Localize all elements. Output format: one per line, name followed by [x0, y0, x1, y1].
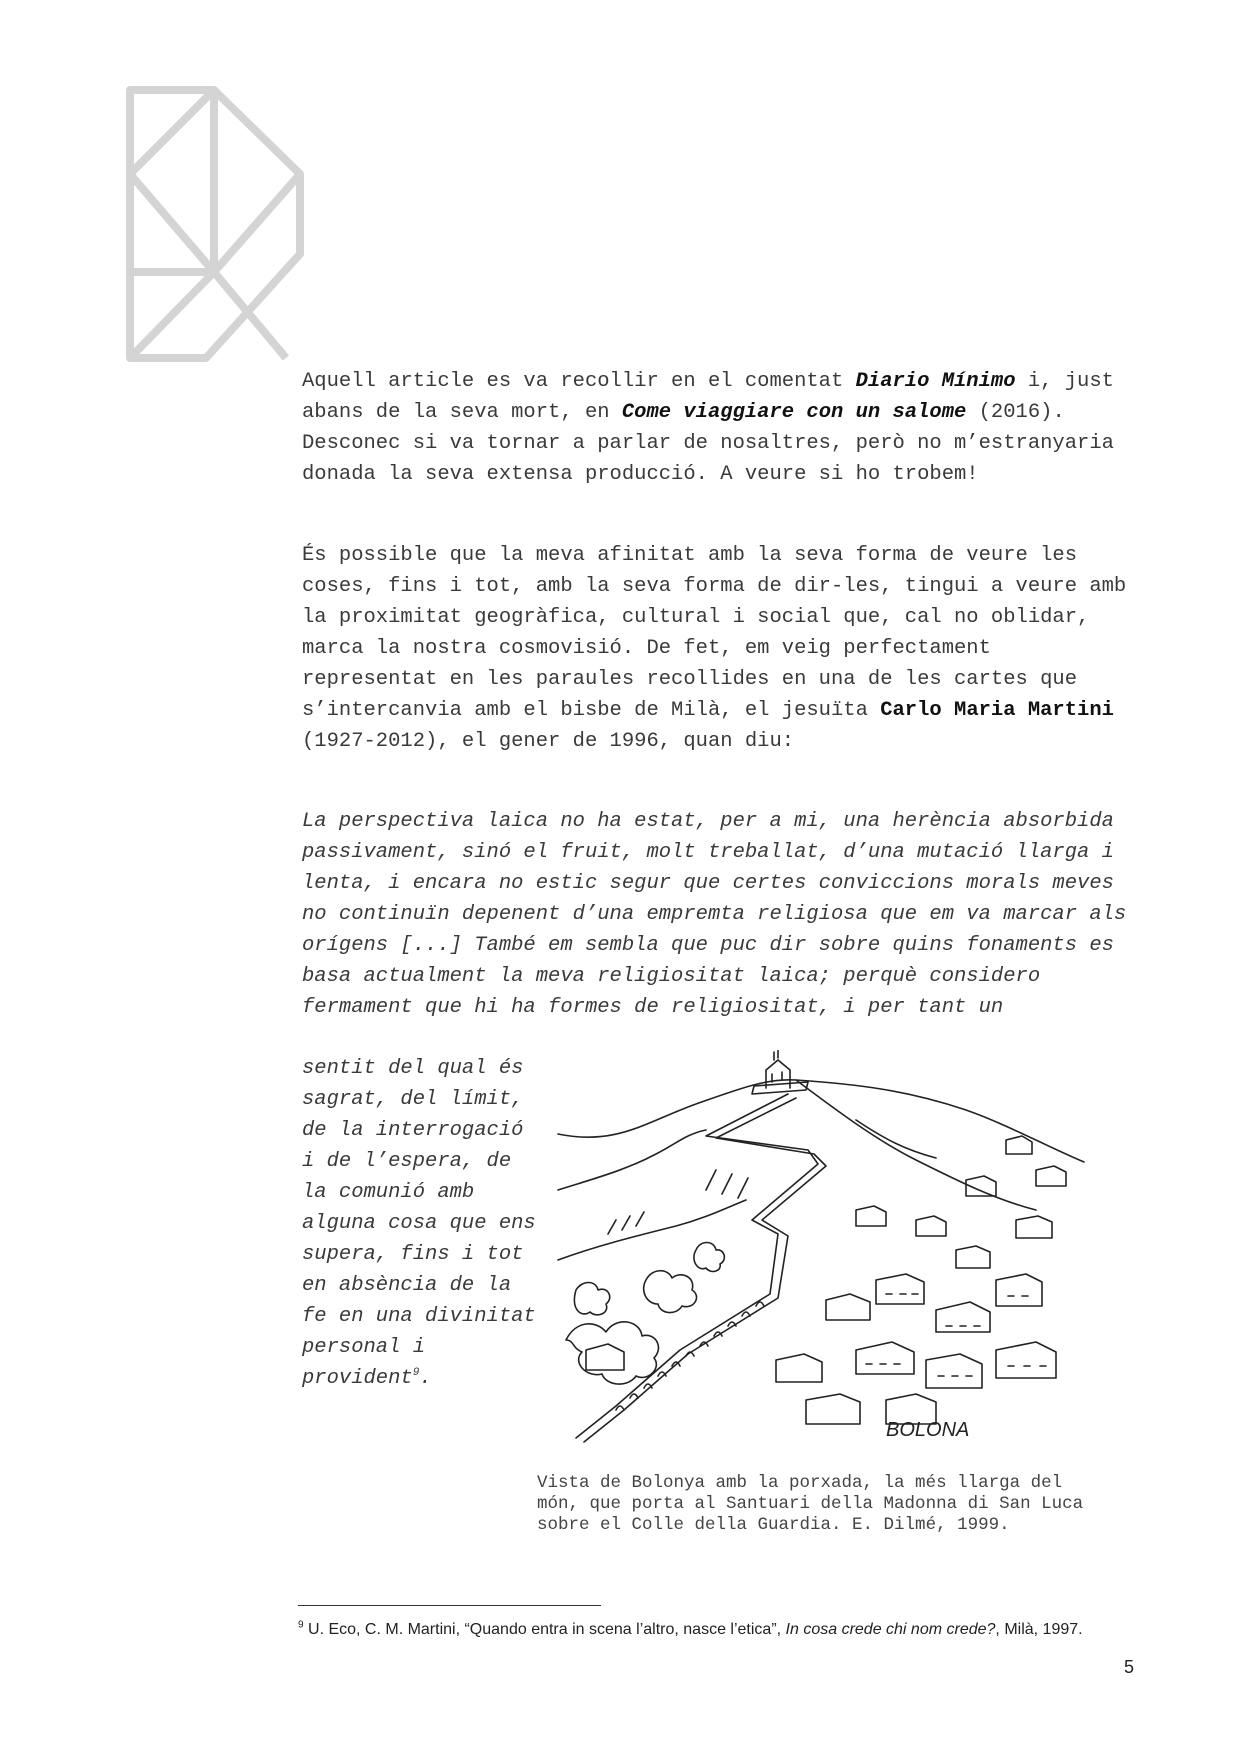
book-title-come-viaggiare: Come viaggiare con un salome: [621, 401, 967, 424]
person-name: Carlo Maria Martini: [880, 699, 1114, 722]
text-segment: .: [419, 1367, 432, 1390]
sketch-signature: BOLONA: [886, 1419, 970, 1441]
text-segment: i, just abans de la seva mort, en: [302, 370, 1114, 424]
text-segment: És possible que la meva afinitat amb la seva forma de veure les coses, fins i tot, amb la seva forma de dir-les, tingui a veure amb la proximitat geogràfica, cultural i social que, cal no oblidar, marca la nostra cosmovisió. De fet, em veig perfectament representat en les paraules recollides en una de les cartes que s’intercanvia amb el bisbe de Milà, el jesuïta: [302, 544, 1127, 722]
text-segment: U. Eco, C. M. Martini, “Quando entra in scena l’altro, nasce l’etica”,: [303, 1621, 786, 1638]
quote-block: La perspectiva laica no ha estat, per a mi, una herència absorbida passivament, sinó el fruit, molt treballat, d’una mutació llarga i lenta, i encara no estic segur que certes conviccions morals meves no continuïn depenent d’una empremta religiosa que em va marcar als orígens [...] També em sembla que puc dir sobre quins fonaments es basa actualment la meva religiositat laica; perquè considero fermament que hi ha formes de religiositat, i per tant un: [302, 810, 1127, 1019]
publisher-logo-icon: [118, 86, 318, 368]
text-segment: , Milà, 1997.: [995, 1621, 1083, 1638]
text-segment: (2016). Desconec si va tornar a parlar de nosaltres, però no m’estranyaria donada la seva extensa producció. A veure si ho trobem!: [302, 401, 1114, 486]
footnote-number: 9: [298, 1619, 304, 1631]
text-segment: sentit del qual és sagrat, del límit, de la interrogació i de l’espera, de la comunió amb alguna cosa que ens supera, fins i tot en absència de la fe en una divinitat personal i provident: [302, 1057, 536, 1390]
body-paragraph-2: [302, 540, 1132, 757]
footnote: [298, 1617, 1128, 1643]
text-segment: (1927-2012), el gener de 1996, quan diu:: [302, 730, 795, 753]
text-segment: Aquell article es va recollir en el comentat: [302, 370, 856, 393]
footnote-book-title: In cosa crede chi nom crede?: [785, 1621, 996, 1638]
footnote-reference: 9: [412, 1367, 420, 1380]
footnote-divider: [298, 1605, 601, 1606]
page-number: 5: [1124, 1657, 1135, 1677]
bologna-sketch-image: [556, 1050, 1086, 1460]
book-title-diario-minimo: Diario Mínimo: [855, 370, 1016, 393]
body-paragraph-1: [302, 366, 1132, 490]
quote-continuation: [302, 1053, 542, 1394]
figure-caption: Vista de Bolonya amb la porxada, la més llarga del món, que porta al Santuari della Madonna di San Luca sobre el Colle della Guardia. E. Dilmé, 1999.: [537, 1473, 1084, 1535]
